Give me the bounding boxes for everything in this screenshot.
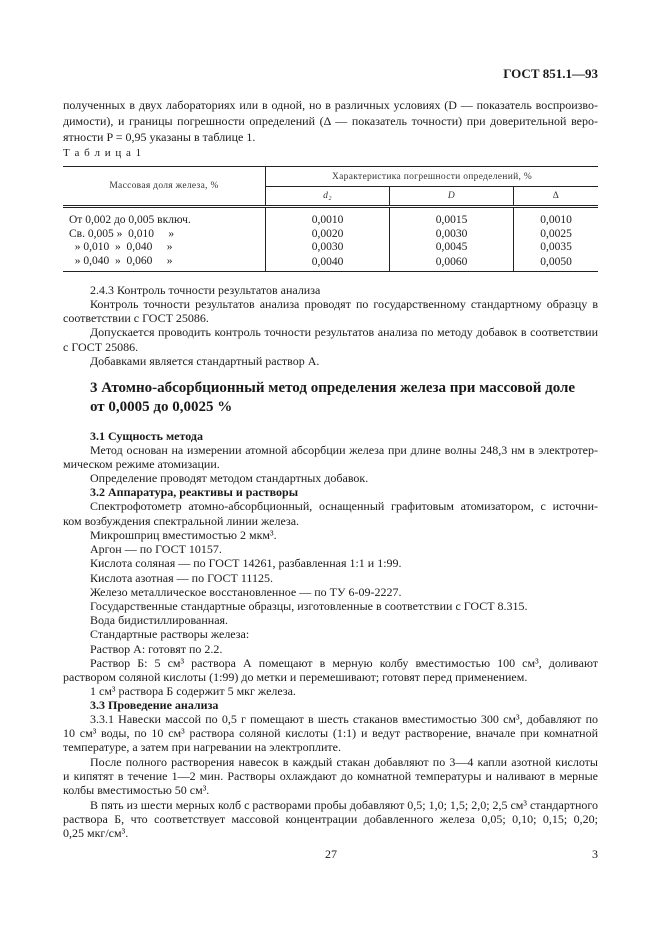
cell: 0,0045 (390, 241, 514, 255)
text-line: раствора Б, что соответствует массовой концентрации добавленного железа 0,05; 0,10; 0,15; 0,20; (63, 812, 598, 826)
text-line: 3.3.1 Навески массой по 0,5 г помещают в шесть стаканов вместимостью 300 см³, добавляют по (90, 712, 598, 726)
col-header-delta: Δ (514, 187, 599, 207)
text-line: и кипятят в течение 1—2 мин. Растворы охлаждают до комнатной температуры и наливают в мерные (63, 769, 598, 783)
text-line: Допускается проводить контроль точности результатов анализа по методу добавок в соответствии (90, 325, 598, 339)
text-line: 0,25 мкг/см³. (63, 826, 129, 840)
table-row (63, 241, 598, 255)
row-label: » 0,010 » 0,040 » (69, 241, 173, 253)
cell: 0,0025 (514, 228, 599, 242)
text-line: Государственные стандартные образцы, изготовленные в соответствии с ГОСТ 8.315. (90, 599, 528, 613)
text-line: колбы вместимостью 50 см³. (63, 783, 210, 797)
text-line: Кислота азотная — по ГОСТ 11125. (90, 571, 273, 585)
table-row (63, 255, 598, 272)
col-header-d2: d₂ (266, 187, 390, 207)
col-header-D: D (390, 187, 514, 207)
text-line: Определение проводят методом стандартных добавок. (90, 471, 369, 485)
cell: 0,0050 (514, 255, 599, 272)
text-line: Аргон — по ГОСТ 10157. (90, 542, 222, 556)
cell: 0,0030 (266, 241, 390, 255)
text-line: мическом режиме атомизации. (63, 457, 220, 471)
cell: 0,0010 (514, 207, 599, 228)
sheet-number: 3 (592, 847, 598, 861)
text-line: с ГОСТ 25086. (63, 340, 139, 354)
section-heading: 2.4.3 Контроль точности результатов анализа (90, 283, 321, 297)
chapter-heading: 3 Атомно-абсорбционный метод определения железа при массовой доле (90, 380, 576, 396)
text-line: Добавками является стандартный раствор А. (90, 354, 320, 368)
text-line: Контроль точности результатов анализа проводят по государственному стандартному образцу в (90, 297, 598, 311)
document-header: ГОСТ 851.1—93 (503, 66, 598, 81)
text-line: Раствор А: готовят по 2.2. (90, 642, 223, 656)
cell: 0,0035 (514, 241, 599, 255)
text-line: Вода бидистиллированная. (90, 613, 229, 627)
text-line: Железо металлическое восстановленное — по ТУ 6-09-2227. (90, 585, 402, 599)
table-row (63, 228, 598, 242)
page-number: 27 (325, 847, 337, 861)
text-line: температуре, а затем при нагревании на электроплите. (63, 740, 341, 754)
text-line: 10 см³ воды, по 10 см³ раствора соляной кислоты (1:1) и ведут растворение, вначале при комнатной (63, 726, 598, 740)
table-caption: Т а б л и ц а 1 (63, 147, 143, 159)
text-line: полученных в двух лабораториях или в одной, но в различных условиях (D — показатель воспроизво- (63, 98, 598, 112)
cell: 0,0010 (266, 207, 390, 228)
text-line: В пять из шести мерных колб с растворами пробы добавляют 0,5; 1,0; 1,5; 2,0; 2,5 см³ стандартного (90, 798, 598, 812)
table-row (63, 207, 598, 228)
text-line: соответствии с ГОСТ 25086. (63, 311, 209, 325)
cell: 0,0015 (390, 207, 514, 228)
section-heading: 3.1 Сущность метода (90, 429, 203, 443)
text-line: 1 см³ раствора Б содержит 5 мкг железа. (90, 684, 296, 698)
text-line: ятности P = 0,95 указаны в таблице 1. (63, 130, 256, 144)
text-line: ком возбуждения спектральной линии железа. (63, 514, 300, 528)
cell: 0,0060 (390, 255, 514, 272)
text-line: Микрошприц вместимостью 2 мкм³. (90, 528, 277, 542)
section-heading: 3.2 Аппаратура, реактивы и растворы (90, 485, 299, 499)
cell: 0,0030 (390, 228, 514, 242)
cell: 0,0040 (266, 255, 390, 272)
text-line: Стандартные растворы железа: (90, 627, 250, 641)
text-line: Спектрофотометр атомно-абсорбционный, оснащенный графитовым атомизатором, с источни- (90, 499, 598, 513)
text-line: димости), и границы погрешности определений (Δ — показатель точности) при доверительной веро- (63, 114, 598, 128)
precision-table (63, 166, 598, 272)
col-header-mass-fraction: Массовая доля железа, % (63, 167, 266, 207)
col-header-group: Характеристика погрешности определений, % (266, 167, 599, 187)
text-line: Кислота соляная — по ГОСТ 14261, разбавленная 1:1 и 1:99. (90, 556, 402, 570)
text-line: После полного растворения навесок в каждый стакан добавляют по 3—4 капли азотной кислоты (90, 755, 598, 769)
text-line: Раствор Б: 5 см³ раствора А помещают в мерную колбу вместимостью 100 см³, доливают (90, 656, 598, 670)
text-line: раствором соляной кислоты (1:99) до метки и перемешивают; готовят перед применением. (63, 670, 528, 684)
row-label: Св. 0,005 » 0,010 » (69, 227, 175, 240)
section-heading: 3.3 Проведение анализа (90, 698, 219, 712)
cell: 0,0020 (266, 228, 390, 242)
row-label: » 0,040 » 0,060 » (69, 254, 173, 267)
row-label: От 0,002 до 0,005 включ. (69, 214, 191, 226)
text-line: Метод основан на измерении атомной абсорбции железа при длине волны 248,3 нм в электротер- (90, 443, 598, 457)
chapter-heading: от 0,0005 до 0,0025 % (90, 399, 233, 415)
